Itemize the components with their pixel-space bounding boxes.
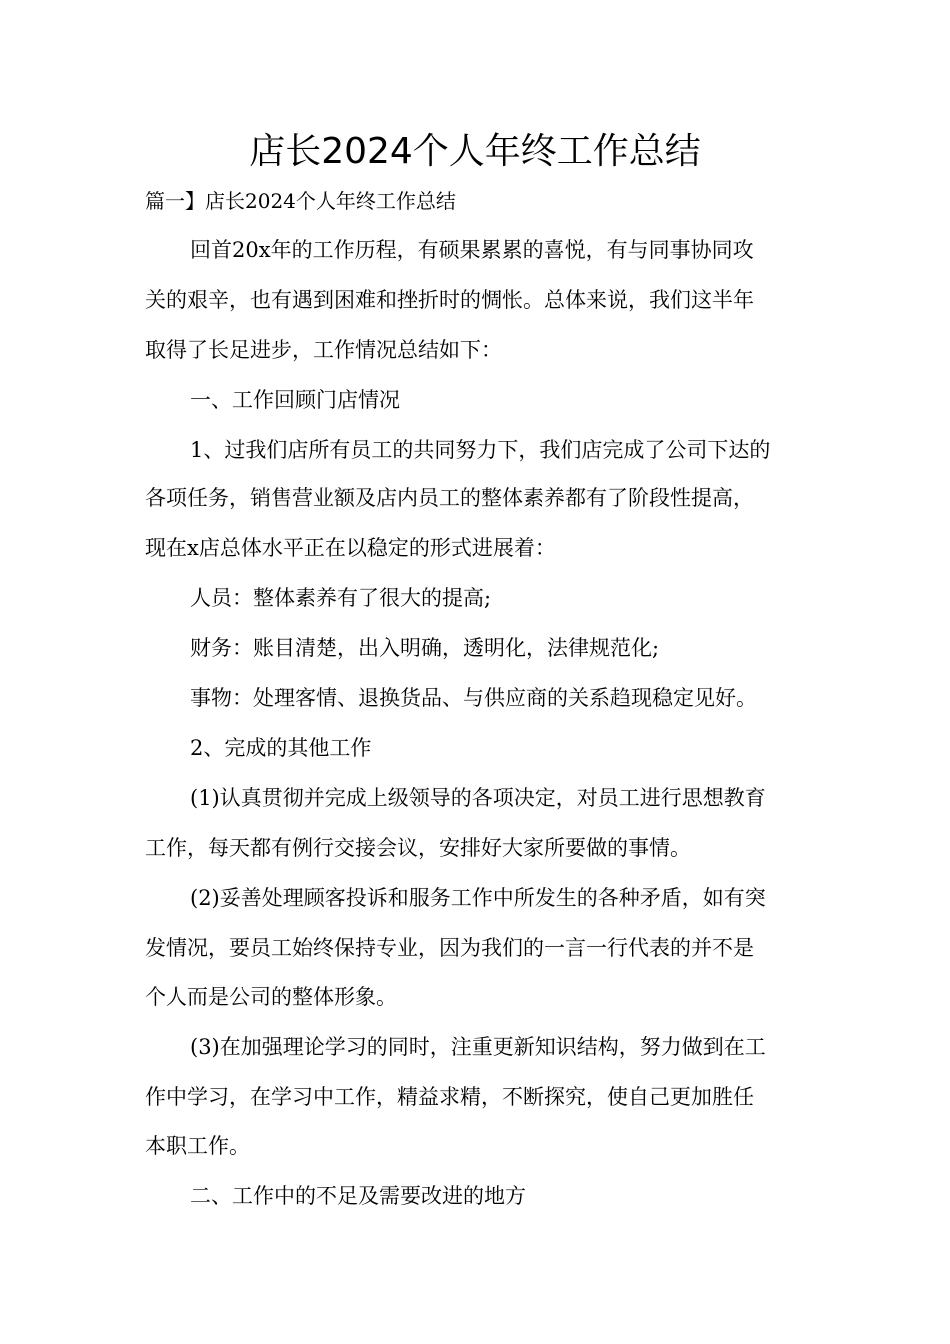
paragraph-line: 1、过我们店所有员工的共同努力下，我们店完成了公司下达的 bbox=[190, 438, 771, 462]
paragraph-line: 取得了长足进步，工作情况总结如下： bbox=[145, 338, 502, 362]
paragraph-line: (1)认真贯彻并完成上级领导的各项决定，对员工进行思想教育 bbox=[190, 786, 766, 810]
paragraph-line: 二、工作中的不足及需要改进的地方 bbox=[190, 1184, 526, 1208]
paragraph-line: 现在x店总体水平正在以稳定的形式进展着： bbox=[145, 536, 556, 560]
paragraph-line: 各项任务，销售营业额及店内员工的整体素养都有了阶段性提高， bbox=[145, 486, 754, 510]
paragraph-line: 人员：整体素养有了很大的提高; bbox=[190, 586, 492, 610]
paragraph-line: (2)妥善处理顾客投诉和服务工作中所发生的各种矛盾，如有突 bbox=[190, 886, 766, 910]
paragraph-line: 事物：处理客情、退换货品、与供应商的关系趋现稳定见好。 bbox=[190, 686, 757, 710]
paragraph-line: 发情况，要员工始终保持专业，因为我们的一言一行代表的并不是 bbox=[145, 936, 754, 960]
paragraph-line: 工作，每天都有例行交接会议，安排好大家所要做的事情。 bbox=[145, 836, 691, 860]
paragraph-line: 2、完成的其他工作 bbox=[190, 736, 372, 760]
paragraph-line: 一、工作回顾门店情况 bbox=[190, 388, 400, 412]
paragraph-line: 关的艰辛，也有遇到困难和挫折时的惆怅。总体来说，我们这半年 bbox=[145, 288, 754, 312]
paragraph-line: 个人而是公司的整体形象。 bbox=[145, 985, 397, 1009]
paragraph-line: 作中学习，在学习中工作，精益求精，不断探究，使自己更加胜任 bbox=[145, 1085, 754, 1109]
section-heading: 篇一】店长2024个人年终工作总结 bbox=[145, 189, 456, 213]
paragraph-line: 回首20x年的工作历程，有硕果累累的喜悦，有与同事协同攻 bbox=[190, 238, 754, 262]
paragraph-line: (3)在加强理论学习的同时，注重更新知识结构，努力做到在工 bbox=[190, 1035, 766, 1059]
paragraph-line: 财务：账目清楚，出入明确，透明化，法律规范化; bbox=[190, 636, 660, 660]
paragraph-line: 本职工作。 bbox=[145, 1134, 250, 1158]
document-title: 店长2024个人年终工作总结 bbox=[249, 131, 701, 172]
